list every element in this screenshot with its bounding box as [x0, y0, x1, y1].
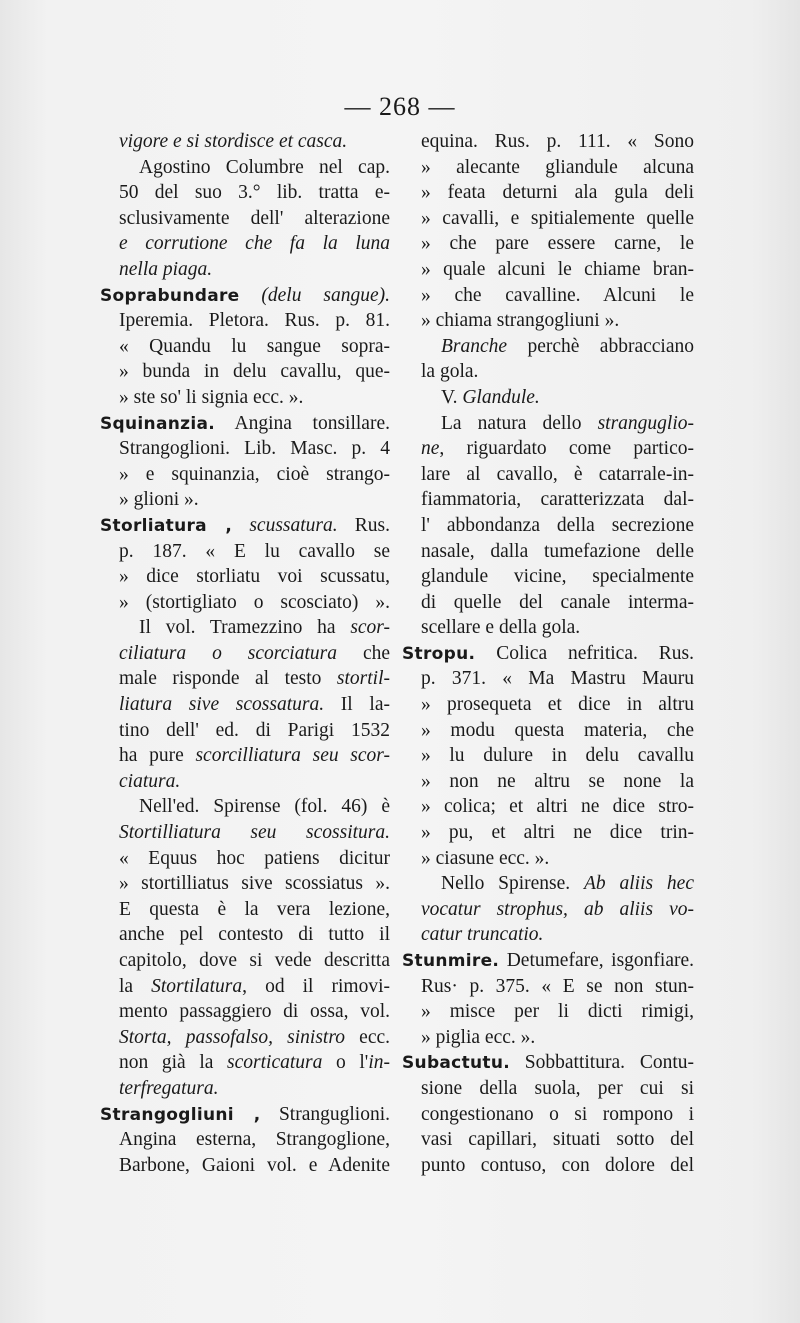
entry-headword-line: [402, 1050, 694, 1076]
text-line: tino dell' ed. di Parigi 1532: [119, 719, 390, 741]
entry-gloss: Sobbattitura. Contu-: [509, 1052, 694, 1074]
text-line: congestionano o si rompono i: [421, 1103, 694, 1125]
entry-headword-line: [100, 1102, 390, 1128]
text-line: vasi capillari, situati sotto del: [421, 1129, 694, 1151]
text-line: Nell'ed. Spirense (fol. 46) è: [139, 796, 390, 818]
entry-headword: Stropu.: [402, 643, 476, 664]
text-line: ciatura.: [119, 770, 181, 792]
entry-headword: Storliatura ,: [100, 515, 233, 536]
entry-gloss: Colica nefritica. Rus.: [475, 642, 694, 664]
entry-headword: Soprabundare: [100, 285, 240, 306]
text-line: » stortilliatus sive scossiatus ».: [119, 873, 390, 895]
text-line: p. 371. « Ma Mastru Mauru: [421, 668, 694, 690]
entry-headword: Subactutu.: [402, 1053, 510, 1074]
entry-headword: Stunmire.: [402, 951, 500, 971]
entry-gloss: (delu sangue).: [239, 284, 390, 306]
text-line: 50 del suo 3.° lib. tratta e-: [119, 182, 390, 204]
text-line: » lu dulure in delu cavallu: [421, 745, 694, 767]
entry-headword: Strangogliuni ,: [100, 1104, 261, 1125]
text-line: V. Glandule.: [441, 386, 540, 408]
text-line: Nello Spirense. Ab aliis hec: [441, 873, 694, 895]
text-line: Rus· p. 375. « E se non stun-: [421, 975, 694, 997]
text-line: » alecante gliandule alcuna: [421, 156, 694, 178]
text-line: capitolo, dove si vede descritta: [119, 950, 390, 971]
left-column: [100, 129, 390, 1178]
text-line: equina. Rus. p. 111. « Sono: [421, 131, 694, 152]
text-line: p. 187. « E lu cavallo se: [119, 540, 390, 562]
text-line: » cavalli, e spitialemente quelle: [421, 207, 694, 229]
text-line: punto contuso, con dolore del: [421, 1154, 694, 1176]
entry-headword-line: [100, 283, 390, 309]
text-line: e corrutione che fa la luna: [119, 233, 390, 255]
text-line: l' abbondanza della secrezione: [421, 514, 694, 536]
text-line: » quale alcuni le chiame bran-: [421, 258, 694, 280]
entry-headword-line: [402, 641, 694, 667]
entry-headword-line: [100, 513, 390, 539]
text-line: nasale, dalla tumefazione delle: [421, 540, 694, 562]
text-line: male risponde al testo stortil-: [119, 668, 390, 690]
text-line: nella piaga.: [119, 258, 213, 280]
text-line: » bunda in delu cavallu, que-: [119, 361, 390, 383]
entry-headword-line: [402, 948, 694, 974]
text-line: ciliatura o scorciatura che: [119, 642, 390, 664]
text-line: sclusivamente dell' alterazione: [119, 207, 390, 229]
text-line: Stortilliatura seu scossitura.: [119, 822, 390, 844]
text-line: » colica; et altri ne dice stro-: [421, 796, 694, 818]
text-line: ne, riguardato come partico-: [421, 438, 694, 460]
text-line: Strangoglioni. Lib. Masc. p. 4: [119, 438, 390, 460]
text-line: lare al cavallo, è catarrale-in-: [421, 463, 694, 485]
text-line: La natura dello stranguglio-: [441, 412, 694, 434]
text-line: » ste so' li signia ecc. ».: [119, 386, 304, 408]
text-line: catur truncatio.: [421, 924, 544, 946]
text-line: vigore e si stordisce et casca.: [119, 131, 348, 152]
text-line: Branche perchè abbracciano: [441, 335, 694, 357]
text-line: terfregatura.: [119, 1077, 219, 1099]
text-line: » feata deturni ala gula deli: [421, 182, 694, 204]
text-line: sione della suola, per cui si: [421, 1077, 694, 1099]
text-line: liatura sive scossatura. Il la-: [119, 694, 390, 716]
text-line: anche pel contesto di tutto il: [119, 924, 390, 946]
text-line: Il vol. Tramezzino ha scor-: [139, 617, 390, 639]
text-line: Iperemia. Pletora. Rus. p. 81.: [119, 310, 390, 332]
text-line: vocatur strophus, ab aliis vo-: [421, 898, 694, 920]
text-line: « Quandu lu sangue sopra-: [119, 335, 390, 357]
text-line: « Equus hoc patiens dicitur: [119, 847, 390, 869]
text-line: » che pare essere carne, le: [421, 233, 694, 255]
text-line: Barbone, Gaioni vol. e Adenite: [119, 1154, 390, 1176]
right-column: [402, 129, 694, 1178]
text-line: » che cavalline. Alcuni le: [421, 284, 694, 306]
entry-gloss: Detumefare, isgonfiare.: [499, 950, 694, 971]
text-line: » (stortigliato o scosciato) ».: [119, 591, 390, 613]
text-line: la gola.: [421, 361, 479, 383]
text-line: Agostino Columbre nel cap.: [139, 156, 390, 178]
text-line: Storta, passofalso, sinistro ecc.: [119, 1026, 391, 1048]
entry-gloss: Angina tonsillare.: [214, 412, 390, 434]
text-line: di quelle del canale interma-: [421, 591, 694, 613]
text-line: » e squinanzia, cioè strango-: [119, 463, 390, 485]
text-line: » dice storliatu voi scussatu,: [119, 566, 390, 588]
entry-headword-line: [100, 411, 390, 437]
text-line: » prosequeta et dice in altru: [421, 694, 694, 716]
entry-gloss: Stranguglioni.: [260, 1103, 390, 1125]
text-line: » misce per li dicti rimigi,: [421, 1001, 694, 1023]
text-line: » ciasune ecc. ».: [421, 847, 550, 869]
text-line: mento passaggiero di ossa, vol.: [119, 1001, 390, 1023]
text-line: » modu questa materia, che: [421, 719, 694, 741]
text-line: fiammatoria, caratterizzata dal-: [421, 489, 694, 511]
text-line: » glioni ».: [119, 489, 199, 511]
text-line: Angina esterna, Strangoglione,: [119, 1129, 390, 1151]
text-line: scellare e della gola.: [421, 617, 581, 639]
text-line: E questa è la vera lezione,: [119, 898, 390, 920]
text-line: » non ne altru se none la: [421, 770, 694, 792]
entry-headword: Squinanzia.: [100, 413, 215, 434]
text-line: non già la scorticatura o l'in-: [119, 1052, 390, 1074]
text-line: » chiama strangogliuni ».: [421, 310, 620, 332]
text-line: glandule vicine, specialmente: [421, 566, 694, 588]
entry-gloss: scussatura. Rus.: [232, 514, 390, 536]
text-line: » pu, et altri ne dice trin-: [421, 822, 694, 844]
text-line: la Stortilatura, od il rimovi-: [119, 975, 390, 997]
text-line: » piglia ecc. ».: [421, 1026, 536, 1048]
page-number: — 268 —: [344, 92, 456, 121]
text-line: ha pure scorcilliatura seu scor-: [119, 745, 390, 767]
